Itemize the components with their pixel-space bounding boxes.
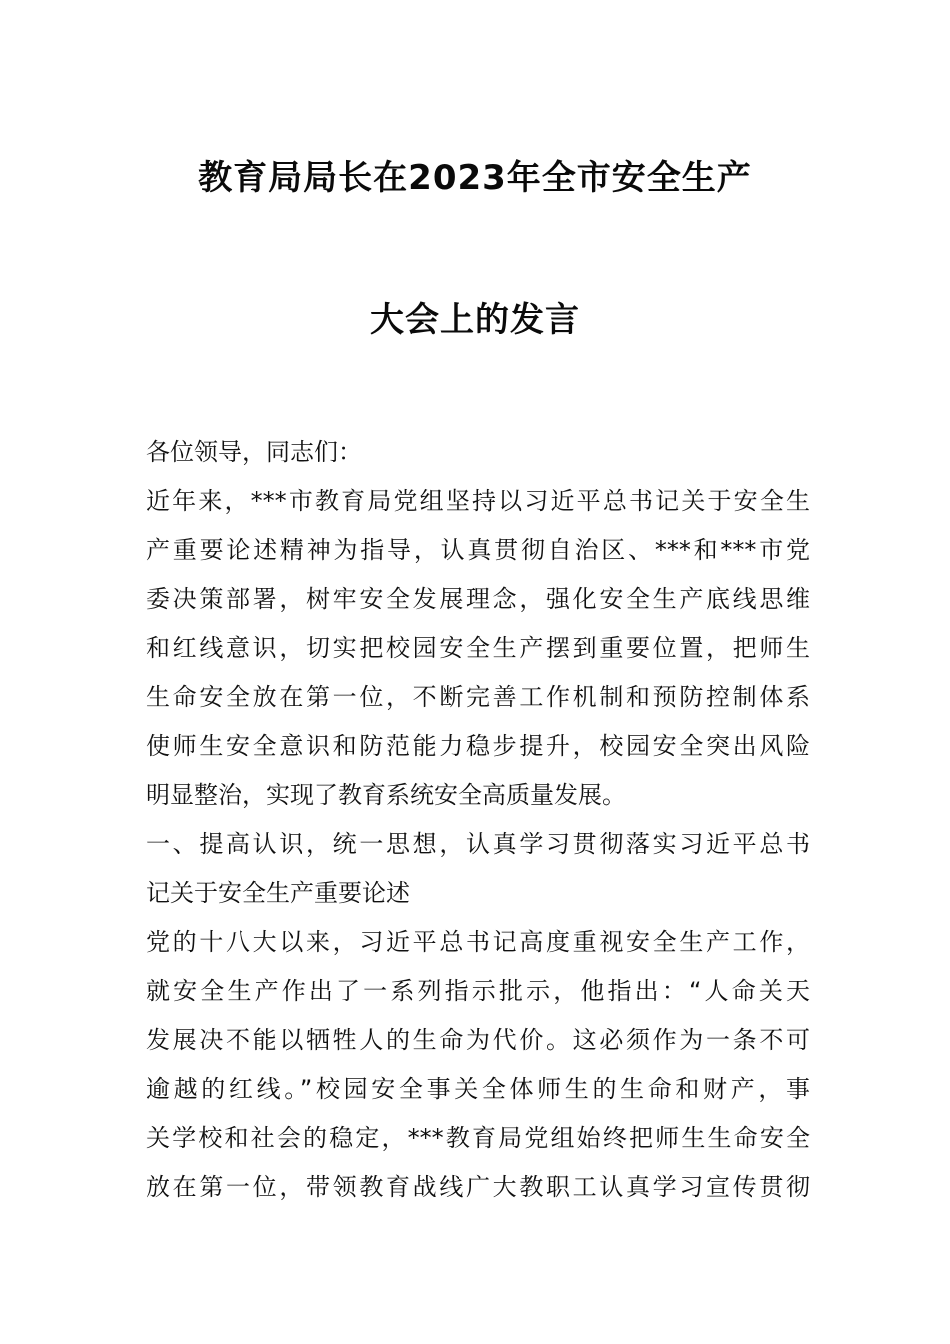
salutation: 各位领导，同志们：: [146, 438, 362, 466]
document-body: [146, 428, 810, 1212]
body-line: 发展决不能以牺牲人的生命为代价。这必须作为一条不可: [146, 1026, 810, 1054]
section-heading-line: 记关于安全生产重要论述: [146, 879, 410, 907]
body-line: 近年来，***市教育局党组坚持以习近平总书记关于安全生: [146, 487, 810, 515]
body-line: 使师生安全意识和防范能力稳步提升，校园安全突出风险: [146, 732, 810, 760]
body-line: 产重要论述精神为指导，认真贯彻自治区、***和***市党: [146, 536, 810, 564]
document-title-line-2: 大会上的发言: [370, 300, 580, 340]
document-title-line-1: 教育局局长在2023年全市安全生产: [198, 158, 752, 198]
body-line: 逾越的红线。”校园安全事关全体师生的生命和财产，事: [146, 1075, 810, 1103]
body-line: 明显整治，实现了教育系统安全高质量发展。: [146, 781, 626, 809]
body-line: 委决策部署，树牢安全发展理念，强化安全生产底线思维: [146, 585, 810, 613]
section-heading-line: 一、提高认识，统一思想，认真学习贯彻落实习近平总书: [146, 830, 810, 858]
body-line: 放在第一位，带领教育战线广大教职工认真学习宣传贯彻: [146, 1173, 810, 1201]
body-line: 就安全生产作出了一系列指示批示，他指出：“人命关天: [146, 977, 810, 1005]
body-line: 党的十八大以来，习近平总书记高度重视安全生产工作，: [146, 928, 810, 956]
body-line: 和红线意识，切实把校园安全生产摆到重要位置，把师生: [146, 634, 810, 662]
body-line: 关学校和社会的稳定，***教育局党组始终把师生生命安全: [146, 1124, 810, 1152]
body-line: 生命安全放在第一位，不断完善工作机制和预防控制体系: [146, 683, 810, 711]
